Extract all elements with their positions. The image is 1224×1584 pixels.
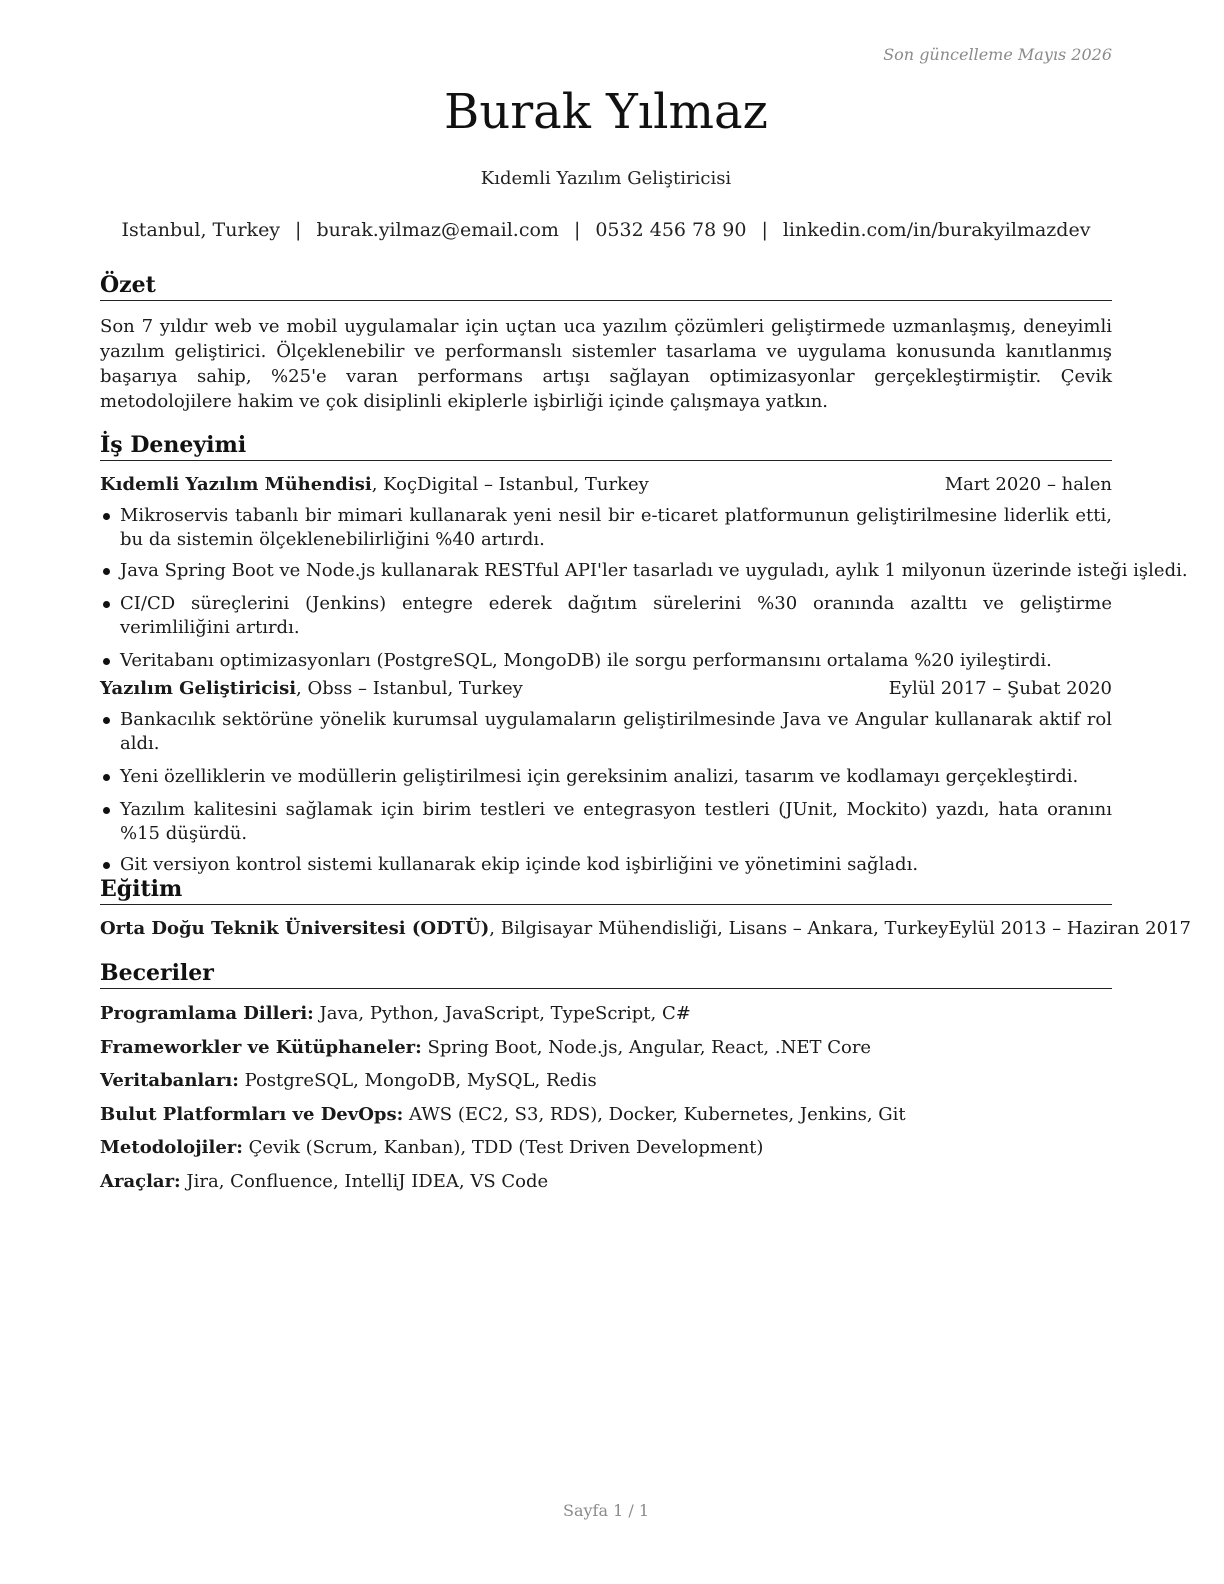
skill-value: Java, Python, JavaScript, TypeScript, C# xyxy=(313,1003,691,1024)
job-dates: Eylül 2017 – Şubat 2020 xyxy=(888,678,1112,699)
skill-row xyxy=(100,1136,1112,1170)
contact-email[interactable]: burak.yilmaz@email.com xyxy=(316,219,559,241)
page-number: Sayfa 1 / 1 xyxy=(562,1501,649,1520)
job-company: , KoçDigital – Istanbul, Turkey xyxy=(371,474,649,495)
job-header xyxy=(100,474,1112,495)
job-bullet: Git versiyon kontrol sistemi kullanarak ekip içinde kod işbirliğini ve yönetimini sağladı. xyxy=(100,853,1112,877)
skill-value: AWS (EC2, S3, RDS), Docker, Kubernetes, Jenkins, Git xyxy=(403,1103,906,1125)
education-school-detail xyxy=(100,918,948,939)
job-company: , Obss – Istanbul, Turkey xyxy=(296,678,523,699)
job-bullet: CI/CD süreçlerini (Jenkins) entegre ederek dağıtım sürelerini %30 oranında azalttı ve geliştirme verimliliğini artırdı. xyxy=(100,592,1112,640)
skill-value: Jira, Confluence, IntelliJ IDEA, VS Code xyxy=(180,1170,549,1192)
job-bullet: Yazılım kalitesini sağlamak için birim testleri ve entegrasyon testleri (JUnit, Mockito) yazdı, hata oranını %15 düşürdü. xyxy=(100,798,1112,846)
resume-page xyxy=(100,0,1191,1584)
summary-text: Son 7 yıldır web ve mobil uygulamalar için uçtan uca yazılım çözümleri geliştirmede uzmanlaşmış, deneyimli yazılım geliştirici. Ölçeklenebilir ve performanslı sistemler tasarlama ve uygulama konusunda kanıtlanmış başarıya sahip, %25'e varan performans artışı sağlayan optimizasyonlar gerçekleştirmiştir. Çevik metodolojilere hakim ve çok disiplinli ekiplerle işbirliği içinde çalışmaya yatkın. xyxy=(100,316,1112,412)
job-dates: Mart 2020 – halen xyxy=(944,474,1112,495)
contact-separator: | xyxy=(573,219,581,241)
job-bullet: Veritabanı optimizasyonları (PostgreSQL, MongoDB) ile sorgu performansını ortalama %20 iyileştirdi. xyxy=(100,649,1112,673)
skill-row xyxy=(100,1002,1112,1036)
contact-line xyxy=(100,219,1112,241)
education-detail: , Bilgisayar Mühendisliği, Lisans – Ankara, Turkey xyxy=(489,918,949,939)
skill-label: Programlama Dilleri: xyxy=(100,1003,314,1024)
skill-value: Çevik (Scrum, Kanban), TDD (Test Driven Development) xyxy=(242,1137,764,1158)
skill-row xyxy=(100,1170,1112,1204)
skill-label: Araçlar: xyxy=(100,1170,181,1192)
skill-label: Metodolojiler: xyxy=(100,1137,243,1158)
skill-row xyxy=(100,1103,1112,1137)
contact-location: Istanbul, Turkey xyxy=(121,219,281,241)
contact-separator: | xyxy=(761,219,768,241)
job-title-company xyxy=(100,678,523,699)
section-heading-skills: Beceriler xyxy=(100,959,1112,989)
skill-label: Bulut Platformları ve DevOps: xyxy=(100,1103,404,1125)
job-title-company xyxy=(100,474,649,495)
job-role: Yazılım Geliştiricisi xyxy=(100,678,297,699)
contact-separator: | xyxy=(295,219,302,241)
section-heading-experience: İş Deneyimi xyxy=(100,431,1112,461)
section-heading-education: Eğitim xyxy=(100,875,1112,905)
education-entry xyxy=(100,918,1191,939)
skill-label: Frameworkler ve Kütüphaneler: xyxy=(100,1036,422,1058)
education-dates: Eylül 2013 – Haziran 2017 xyxy=(948,918,1191,939)
job-bullet: Bankacılık sektörüne yönelik kurumsal uygulamaların geliştirilmesinde Java ve Angular kullanarak aktif rol aldı. xyxy=(100,708,1112,756)
skill-value: Spring Boot, Node.js, Angular, React, .NET Core xyxy=(421,1036,872,1058)
job-bullet: Mikroservis tabanlı bir mimari kullanarak yeni nesil bir e-ticaret platformunun geliştirilmesine liderlik etti, bu da sistemin ölçeklenebilirliğini %40 artırdı. xyxy=(100,504,1112,552)
candidate-name: Burak Yılmaz xyxy=(444,84,768,140)
section-heading-summary: Özet xyxy=(100,271,1112,301)
job-role: Kıdemli Yazılım Mühendisi xyxy=(100,474,372,495)
last-updated: Son güncelleme Mayıs 2026 xyxy=(883,45,1112,64)
job-bullet: Java Spring Boot ve Node.js kullanarak RESTful API'ler tasarladı ve uyguladı, aylık 1 milyonun üzerinde isteği işledi. xyxy=(100,559,1112,583)
job-bullets xyxy=(100,504,1188,673)
contact-phone: 0532 456 78 90 xyxy=(595,219,747,241)
job-header xyxy=(100,678,1112,699)
candidate-title: Kıdemli Yazılım Geliştiricisi xyxy=(480,168,732,189)
skills-list xyxy=(100,1002,1112,1203)
job-bullets xyxy=(100,708,1112,877)
skill-row xyxy=(100,1069,1112,1103)
job-bullet: Yeni özelliklerin ve modüllerin geliştirilmesi için gereksinim analizi, tasarım ve kodlamayı gerçekleştirdi. xyxy=(100,765,1112,789)
education-school: Orta Doğu Teknik Üniversitesi (ODTÜ) xyxy=(100,918,490,939)
skill-label: Veritabanları: xyxy=(100,1070,239,1091)
skill-value: PostgreSQL, MongoDB, MySQL, Redis xyxy=(238,1070,597,1091)
contact-linkedin[interactable]: linkedin.com/in/burakyilmazdev xyxy=(782,219,1091,241)
skill-row xyxy=(100,1036,1112,1070)
